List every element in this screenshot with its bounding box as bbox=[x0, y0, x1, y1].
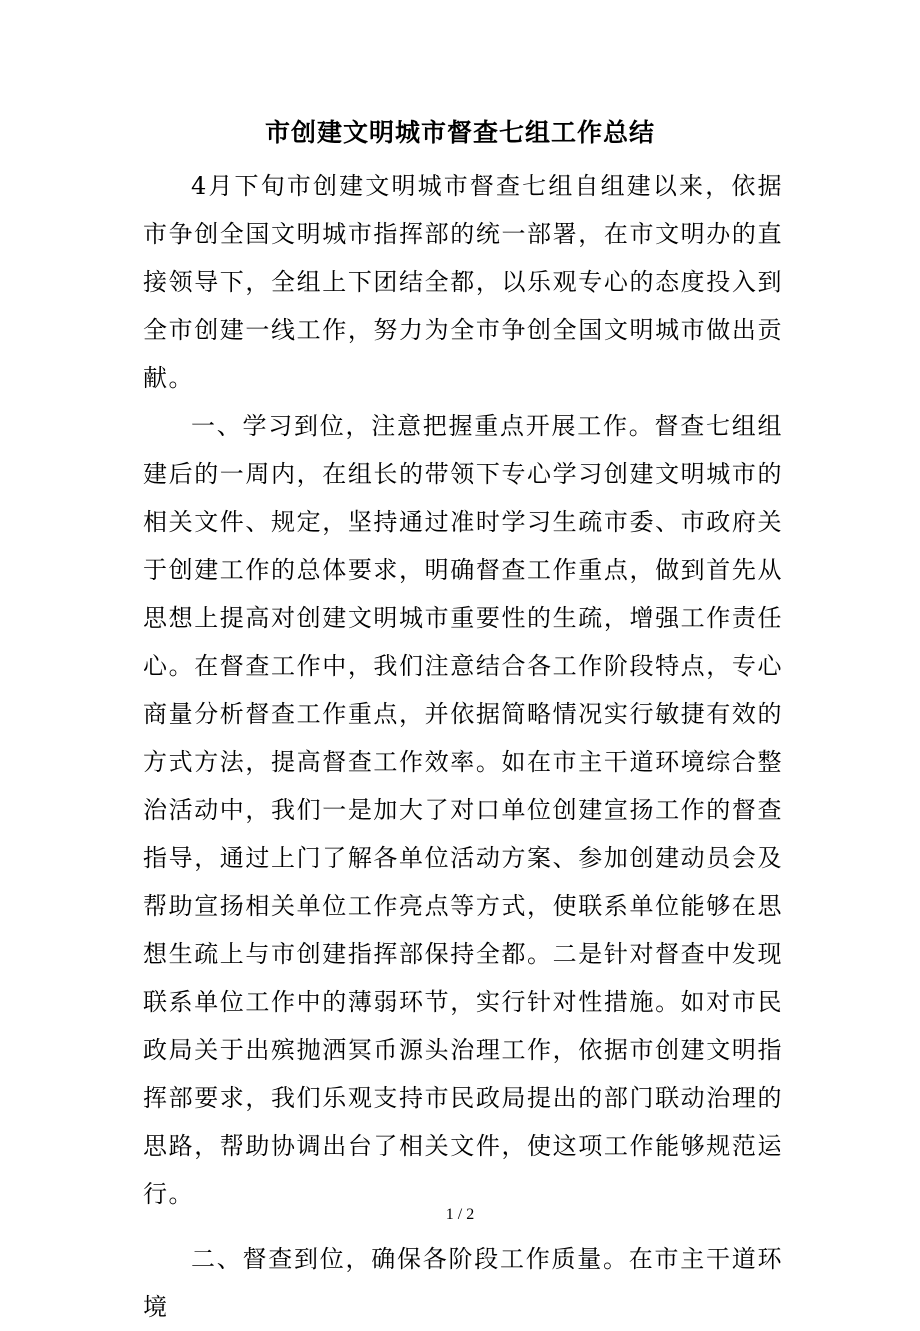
page-number: 1 / 2 bbox=[445, 1206, 475, 1223]
document-body bbox=[143, 162, 783, 1331]
paragraph-section-2: 二、督查到位，确保各阶段工作质量。在市主干道环境 bbox=[143, 1245, 783, 1321]
paragraph-intro: 4月下旬市创建文明城市督查七组自组建以来，依据市争创全国文明城市指挥部的统一部署，在市文明办的直接领导下，全组上下团结全都，以乐观专心的态度投入到全市创建一线工作，努力为全市争创全国文明城市做出贡献。 bbox=[143, 172, 783, 392]
document-title: 市创建文明城市督查七组工作总结 bbox=[264, 118, 655, 147]
paragraph-section-1: 一、学习到位，注意把握重点开展工作。督查七组组建后的一周内，在组长的带领下专心学习创建文明城市的相关文件、规定，坚持通过准时学习生疏市委、市政府关于创建工作的总体要求，明确督查工作重点，做到首先从思想上提高对创建文明城市重要性的生疏，增强工作责任心。在督查工作中，我们注意结合各工作阶段特点，专心商量分析督查工作重点，并依据简略情况实行敏捷有效的方式方法，提高督查工作效率。如在市主干道环境综合整治活动中，我们一是加大了对口单位创建宣扬工作的督查指导，通过上门了解各单位活动方案、参加创建动员会及帮助宣扬相关单位工作亮点等方式，使联系单位能够在思想生疏上与市创建指挥部保持全都。二是针对督查中发现联系单位工作中的薄弱环节，实行针对性措施。如对市民政局关于出殡抛洒冥币源头治理工作，依据市创建文明指挥部要求，我们乐观支持市民政局提出的部门联动治理的思路，帮助协调出台了相关文件，使这项工作能够规范运行。 bbox=[143, 412, 783, 1208]
